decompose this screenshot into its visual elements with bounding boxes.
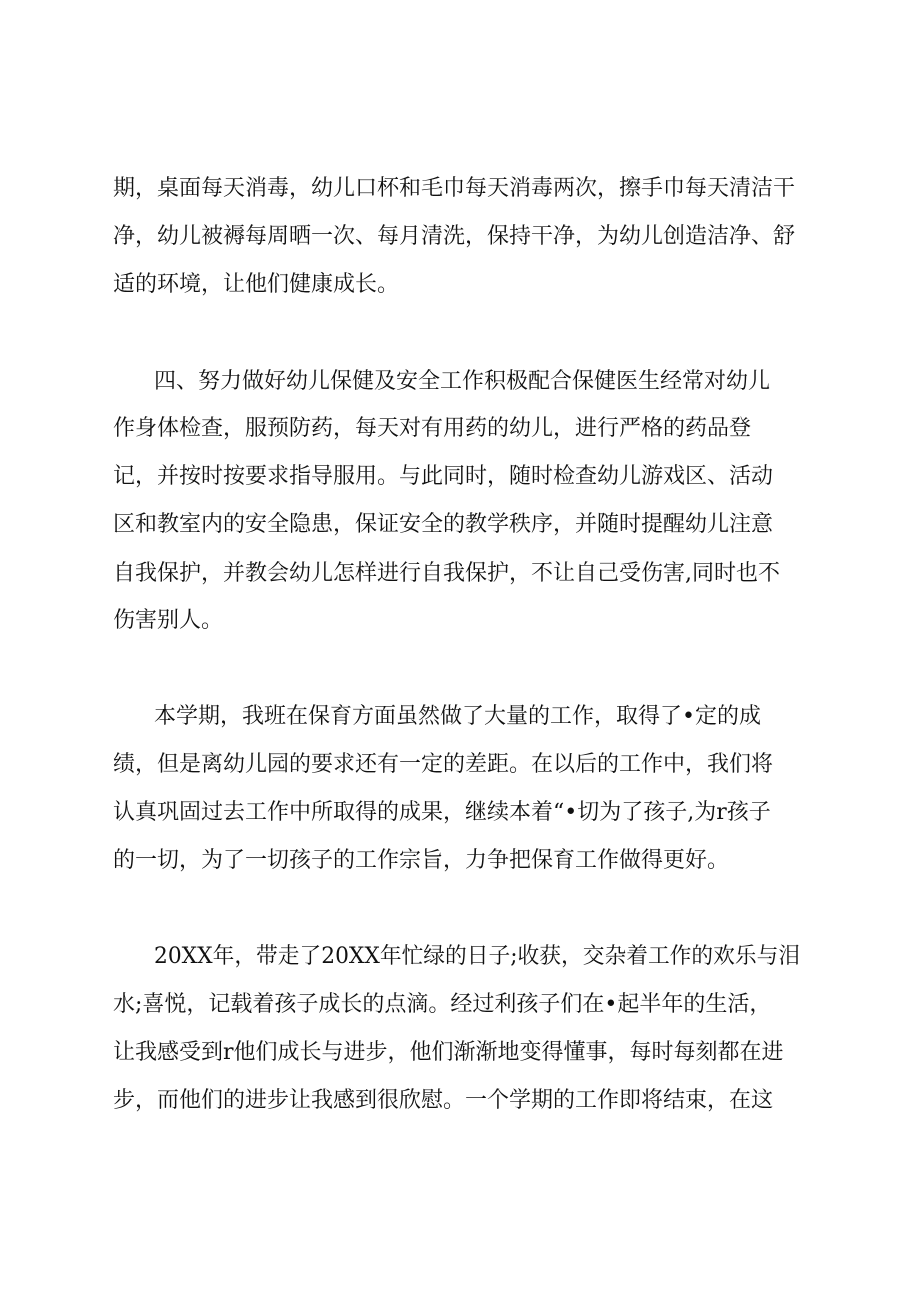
paragraph-3-line-1: 本学期，我班在保育方面虽然做了大量的工作，取得了•定的成 [154,704,761,729]
paragraph-2-line-4: 区和教室内的安全隐患，保证安全的教学秩序，并随时提醒幼儿注意 [113,512,774,537]
paragraph-1-line-2: 净，幼儿被褥每周晒一次、每月清洗，保持干净，为幼儿创造洁净、舒 [113,224,796,249]
paragraph-2-line-3: 记，并按时按要求指导服用。与此同时，随时检查幼儿游戏区、活动 [113,464,774,489]
paragraph-4-line-4: 步，而他们的进步让我感到很欣慰。一个学期的工作即将结束，在这 [113,1088,774,1113]
paragraph-3-line-2: 绩，但是离幼儿园的要求还有一定的差距。在以后的工作中，我们将 [113,752,774,777]
paragraph-2-line-2: 作身体检查，服预防药，每天对有用药的幼儿，进行严格的药品登 [113,416,752,441]
paragraph-4-line-2: 水;喜悦，记载着孩子成长的点滴。经过利孩子们在•起半年的生活， [113,992,772,1017]
paragraph-4-line-3: 让我感受到r他们成长与进步，他们渐渐地变得懂事，每时每刻都在进 [113,1040,784,1065]
paragraph-1-line-1: 期，桌面每天消毒，幼儿口杯和毛巾每天消毒两次，擦手巾每天清洁干 [113,176,796,201]
paragraph-3-line-3: 认真巩固过去工作中所取得的成果，继续本着“•切为了孩子,为r孩子 [113,800,771,825]
paragraph-2-line-1: 四、努力做好幼儿保健及安全工作积极配合保健医生经常对幼儿 [154,369,771,394]
paragraph-3-line-4: 的一切，为了一切孩子的工作宗旨，力争把保育工作做得更好。 [113,848,730,873]
paragraph-2-line-6: 伤害别人。 [113,608,224,633]
paragraph-2-line-5: 自我保护，并教会幼儿怎样进行自我保护，不让自己受伤害,同时也不 [113,561,780,586]
paragraph-4-line-1: 20XX年，带走了20XX年忙绿的日子;收获，交杂着工作的欢乐与泪 [154,944,801,969]
paragraph-1-line-3: 适的环境，让他们健康成长。 [113,272,400,297]
